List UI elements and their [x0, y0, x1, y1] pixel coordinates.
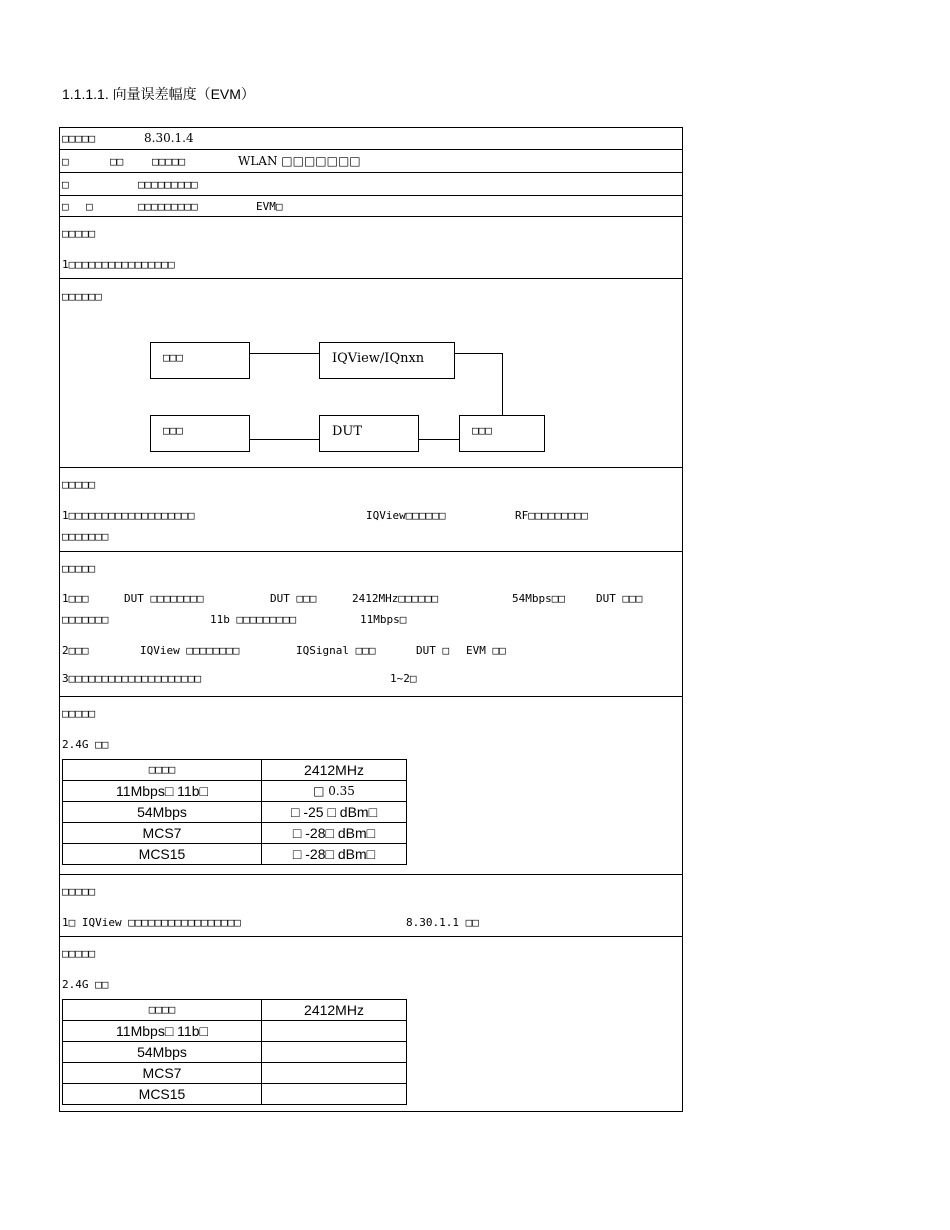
wire-bottom-left	[250, 439, 319, 440]
row-notes	[60, 875, 682, 937]
wire-bottom-right	[419, 439, 459, 440]
step-2d: DUT □	[416, 644, 450, 657]
table-row	[63, 781, 407, 802]
step-1i: 11Mbps□	[360, 613, 407, 626]
purpose-label2: □	[86, 200, 93, 213]
step-1b: DUT □□□□□□□□	[124, 592, 204, 605]
row-init	[60, 468, 682, 552]
row-preconditions	[60, 217, 682, 279]
table-row	[63, 1042, 407, 1063]
section-heading: 1.1.1.1. 向量误差幅度（EVM）	[62, 86, 255, 102]
actual-band: 2.4G □□	[62, 978, 109, 991]
row-purpose	[60, 196, 682, 217]
notes-line-1b: 8.30.1.1 □□	[406, 916, 479, 929]
table-row	[63, 1000, 407, 1021]
result-rate: 11Mbps□ 11b□	[63, 1021, 262, 1042]
spec-rate: MCS15	[63, 844, 262, 865]
module-label: □	[62, 155, 69, 168]
spec-value: □ 0.35	[262, 781, 407, 802]
step-2b: IQView □□□□□□□□	[140, 644, 240, 657]
wire-top-left	[250, 353, 319, 354]
init-title: □□□□□	[62, 478, 96, 491]
result-value[interactable]	[262, 1042, 407, 1063]
row-setup-diagram	[60, 279, 682, 468]
spec-rate: 54Mbps	[63, 802, 262, 823]
step-2c: IQSignal □□□	[296, 644, 376, 657]
result-rate: MCS15	[63, 1084, 262, 1105]
wire-top-right	[455, 353, 502, 354]
result-value[interactable]	[262, 1021, 407, 1042]
table-row	[63, 823, 407, 844]
row-module	[60, 150, 682, 173]
steps-title: □□□□□	[62, 562, 96, 575]
result-header-rate: □□□□	[63, 1000, 262, 1021]
spec-header-freq: 2412MHz	[262, 760, 407, 781]
case-id-label: □□□□□	[62, 132, 96, 145]
case-id-value: 8.30.1.4	[144, 131, 194, 145]
module-mid2: □□□□□	[152, 155, 186, 168]
result-value[interactable]	[262, 1084, 407, 1105]
init-line-1c: RF□□□□□□□□□	[515, 509, 588, 522]
notes-line-1a: 1□ IQView □□□□□□□□□□□□□□□□□	[62, 916, 241, 929]
expected-title: □□□□□	[62, 707, 96, 720]
diagram-box-bottom-right: □□□	[459, 415, 545, 452]
init-line-2: □□□□□□□	[62, 530, 109, 543]
diagram-title: □□□□□□	[62, 290, 102, 303]
table-row	[63, 1084, 407, 1105]
step-1e: 54Mbps□□	[512, 592, 565, 605]
step-3a: 3□□□□□□□□□□□□□□□□□□□□	[62, 672, 202, 685]
table-row	[63, 1021, 407, 1042]
table-row	[63, 844, 407, 865]
row-steps	[60, 552, 682, 697]
spec-value: □ -28□ dBm□	[262, 844, 407, 865]
row-item	[60, 173, 682, 196]
row-case-id	[60, 128, 682, 150]
spec-value: □ -28□ dBm□	[262, 823, 407, 844]
spec-header-rate: □□□□	[63, 760, 262, 781]
spec-rate: MCS7	[63, 823, 262, 844]
step-1h: 11b □□□□□□□□□	[210, 613, 297, 626]
step-1c: DUT □□□	[270, 592, 317, 605]
item-value: □□□□□□□□□	[138, 178, 198, 191]
row-actual	[60, 937, 682, 1111]
result-header-freq: 2412MHz	[262, 1000, 407, 1021]
result-value[interactable]	[262, 1063, 407, 1084]
init-line-1a: 1□□□□□□□□□□□□□□□□□□□	[62, 509, 195, 522]
expected-band: 2.4G □□	[62, 738, 109, 751]
table-row	[63, 1063, 407, 1084]
purpose-label: □	[62, 200, 69, 213]
row-expected	[60, 697, 682, 875]
step-3b: 1~2□	[390, 672, 417, 685]
spec-value: □ -25 □ dBm□	[262, 802, 407, 823]
init-line-1b: IQView□□□□□□	[366, 509, 446, 522]
test-case-frame	[59, 127, 683, 1112]
result-rate: MCS7	[63, 1063, 262, 1084]
spec-table	[62, 759, 407, 865]
step-1g: □□□□□□□	[62, 613, 109, 626]
wire-right-vertical	[502, 353, 503, 415]
diagram-box-top-left: □□□	[150, 342, 250, 379]
diagram-box-bottom-left: □□□	[150, 415, 250, 452]
step-1d: 2412MHz□□□□□□	[352, 592, 439, 605]
result-rate: 54Mbps	[63, 1042, 262, 1063]
step-2e: EVM □□	[466, 644, 506, 657]
step-1a: 1□□□	[62, 592, 89, 605]
result-table	[62, 999, 407, 1105]
spec-rate: 11Mbps□ 11b□	[63, 781, 262, 802]
step-2a: 2□□□	[62, 644, 89, 657]
item-label: □	[62, 178, 69, 191]
diagram-box-dut: DUT	[319, 415, 419, 452]
preconditions-line-1: 1□□□□□□□□□□□□□□□□	[62, 258, 175, 271]
diagram-box-iqview: IQView/IQnxn	[319, 342, 455, 379]
step-1f: DUT □□□	[596, 592, 643, 605]
table-row	[63, 760, 407, 781]
purpose-value: □□□□□□□□□	[138, 200, 198, 213]
module-value: WLAN □□□□□□□	[238, 154, 361, 168]
notes-title: □□□□□	[62, 885, 96, 898]
table-row	[63, 802, 407, 823]
module-mid: □□	[110, 155, 124, 168]
actual-title: □□□□□	[62, 947, 96, 960]
purpose-value2: EVM□	[256, 200, 283, 213]
preconditions-title: □□□□□	[62, 227, 96, 240]
